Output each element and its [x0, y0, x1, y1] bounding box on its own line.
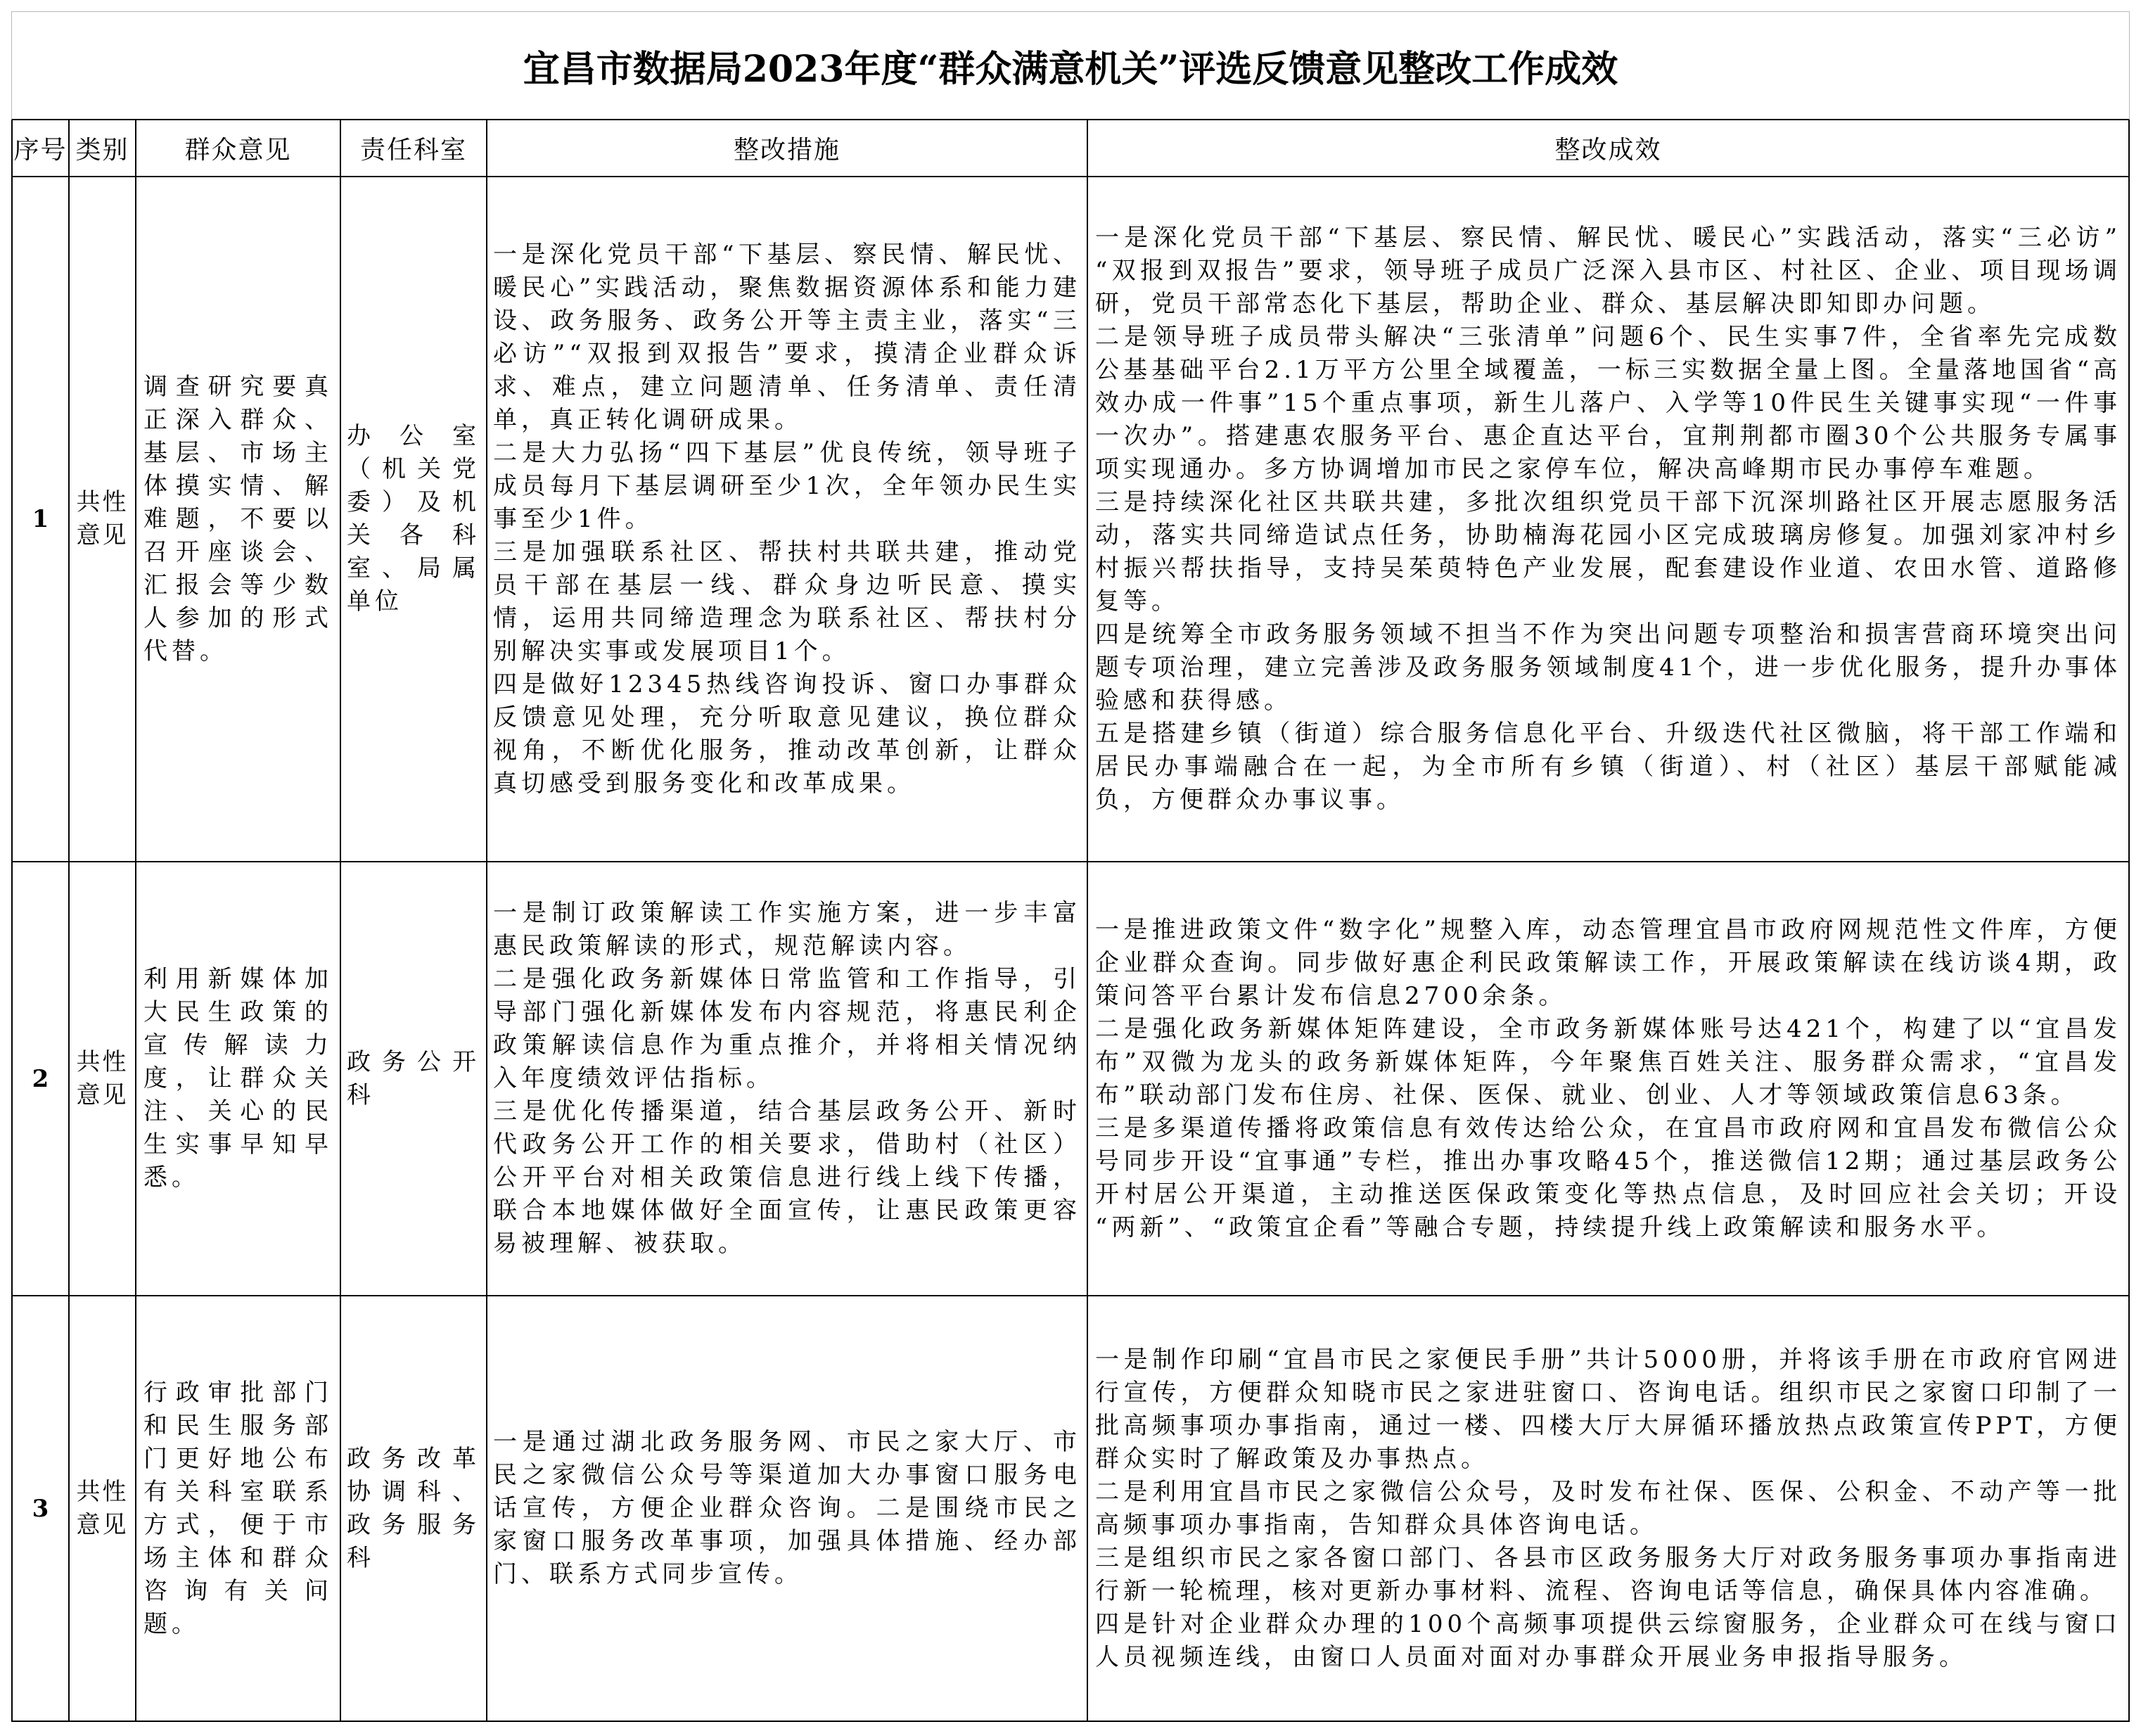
measure-paragraph: 一是深化党员干部“下基层、察民情、解民忧、暖民心”实践活动，聚焦数据资源体系和能力建设、政务服务、政务公开等主责主业，落实“三必访”“双报到双报告”要求，摸清企业群众诉求、难点，建立问题清单、任务清单、责任清单，真正转化调研成果。 [493, 240, 1081, 434]
row-1-measures [487, 177, 1088, 862]
row-1-category [70, 177, 136, 862]
result-paragraph: 四是针对企业群众办理的100个高频事项提供云综窗服务，企业群众可在线与窗口人员视频连线，由窗口人员面对面对办事群众开展业务申报指导服务。 [1095, 1609, 2121, 1671]
department-text: 政务改革协调科、政务服务科 [347, 1444, 480, 1572]
measures-text [493, 1426, 1081, 1591]
measures-text [493, 238, 1081, 800]
row-2-department [341, 862, 487, 1296]
measure-paragraph: 一是制订政策解读工作实施方案，进一步丰富惠民政策解读的形式，规范解读内容。 [493, 899, 1081, 960]
row-2-results [1088, 862, 2130, 1296]
result-paragraph: 一是深化党员干部“下基层、察民情、解民忧、暖民心”实践活动，落实“三必访”“双报到双报告”要求，领导班子成员广泛深入县市区、村社区、企业、项目现场调研，党员干部常态化下基层，帮助企业、群众、基层解决即知即办问题。 [1095, 224, 2121, 318]
header-department: 责任科室 [341, 120, 487, 177]
header-opinion: 群众意见 [136, 120, 341, 177]
row-2-opinion [136, 862, 341, 1296]
header-measures: 整改措施 [487, 120, 1088, 177]
row-3-results [1088, 1296, 2130, 1722]
result-paragraph: 二是强化政务新媒体矩阵建设，全市政务新媒体账号达421个，构建了以“宜昌发布”双微为龙头的政务新媒体矩阵，今年聚焦百姓关注、服务群众需求，“宜昌发布”联动部门发布住房、社保、医保、就业、创业、人才等领域政策信息63条。 [1095, 1014, 2121, 1109]
result-paragraph: 一是推进政策文件“数字化”规整入库，动态管理宜昌市政府网规范性文件库，方便企业群众查询。同步做好惠企利民政策解读工作，开展政策解读在线访谈4期，政策问答平台累计发布信息2700余条。 [1095, 915, 2121, 1010]
row-1-department [341, 177, 487, 862]
header-results: 整改成效 [1088, 120, 2130, 177]
measure-paragraph: 一是通过湖北政务服务网、市民之家大厅、市民之家微信公众号等渠道加大办事窗口服务电话宣传，方便企业群众咨询。二是围绕市民之家窗口服务改革事项，加强具体措施、经办部门、联系方式同步宣传。 [493, 1428, 1081, 1588]
header-category: 类别 [70, 120, 136, 177]
result-paragraph: 五是搭建乡镇（街道）综合服务信息化平台、升级迭代社区微脑，将干部工作端和居民办事端融合在一起，为全市所有乡镇（街道）、村（社区）基层干部赋能减负，方便群众办事议事。 [1095, 720, 2121, 814]
row-1-results [1088, 177, 2130, 862]
category-text: 共性意见 [76, 1477, 129, 1539]
result-paragraph: 三是组织市民之家各窗口部门、各县市区政务服务大厅对政务服务事项办事指南进行新一轮梳理，核对更新办事材料、流程、咨询电话等信息，确保具体内容准确。 [1095, 1543, 2121, 1605]
result-paragraph: 三是持续深化社区共联共建，多批次组织党员干部下沉深圳路社区开展志愿服务活动，落实共同缔造试点任务，协助楠海花园小区完成玻璃房修复。加强刘家冲村乡村振兴帮扶指导，支持吴茱萸特色产业发展，配套建设作业道、农田水管、道路修复等。 [1095, 488, 2121, 615]
result-paragraph: 四是统筹全市政务服务领域不担当不作为突出问题专项整治和损害营商环境突出问题专项治理，建立完善涉及政务服务领域制度41个，进一步优化服务，提升办事体验感和获得感。 [1095, 620, 2121, 715]
opinion-text: 行政审批部门和民生服务部门更好地公布有关科室联系方式，便于市场主体和群众咨询有关问题。 [143, 1378, 333, 1638]
category-text: 共性意见 [76, 1047, 129, 1109]
row-3-category [70, 1296, 136, 1722]
row-2-index: 2 [11, 862, 70, 1296]
row-3-opinion [136, 1296, 341, 1722]
result-paragraph: 一是制作印刷“宜昌市民之家便民手册”共计5000册，并将该手册在市政府官网进行宣传，方便群众知晓市民之家进驻窗口、咨询电话。组织市民之家窗口印制了一批高频事项办事指南，通过一楼、四楼大厅大屏循环播放热点政策宣传PPT，方便群众实时了解政策及办事热点。 [1095, 1345, 2121, 1473]
rectification-table [11, 11, 2130, 1722]
result-paragraph: 二是领导班子成员带头解决“三张清单”问题6个、民生实事7件，全省率先完成数公基基础平台2.1万平方公里全域覆盖，一标三实数据全量上图。全量落地国省“高效办成一件事”15个重点事项，新生儿落户、入学等10件民生关键事实现“一件事一次办”。搭建惠农服务平台、惠企直达平台，宜荆荆都市圈30个公共服务专属事项实现通办。多方协调增加市民之家停车位，解决高峰期市民办事停车难题。 [1095, 323, 2121, 483]
results-text [1095, 1344, 2121, 1674]
category-text: 共性意见 [76, 488, 129, 549]
measure-paragraph: 二是强化政务新媒体日常监管和工作指导，引导部门强化新媒体发布内容规范，将惠民利企政策解读信息作为重点推介，并将相关情况纳入年度绩效评估指标。 [493, 965, 1081, 1092]
department-text: 办公室（机关党委）及机关各科室、局属单位 [347, 422, 480, 615]
opinion-text: 调查研究要真正深入群众、基层、市场主体摸实情、解难题，不要以召开座谈会、汇报会等少数人参加的形式代替。 [143, 372, 333, 665]
measures-text [493, 897, 1081, 1260]
results-text [1095, 914, 2121, 1244]
row-2-measures [487, 862, 1088, 1296]
row-2-category [70, 862, 136, 1296]
measure-paragraph: 二是大力弘扬“四下基层”优良传统，领导班子成员每月下基层调研至少1次，全年领办民生实事至少1件。 [493, 438, 1081, 533]
row-3-measures [487, 1296, 1088, 1722]
department-text: 政务公开科 [347, 1047, 480, 1109]
result-paragraph: 三是多渠道传播将政策信息有效传达给公众，在宜昌市政府网和宜昌发布微信公众号同步开设“宜事通”专栏，推出办事攻略45个，推送微信12期；通过基层政务公开村居公开渠道，主动推送医保政策变化等热点信息，及时回应社会关切；开设“两新”、“政策宜企看”等融合专题，持续提升线上政策解读和服务水平。 [1095, 1113, 2121, 1242]
header-index: 序号 [11, 120, 70, 177]
measure-paragraph: 三是加强联系社区、帮扶村共联共建，推动党员干部在基层一线、群众身边听民意、摸实情，运用共同缔造理念为联系社区、帮扶村分别解决实事或发展项目1个。 [493, 537, 1081, 665]
results-text [1095, 222, 2121, 817]
row-3-index: 3 [11, 1296, 70, 1722]
opinion-text: 利用新媒体加大民生政策的宣传解读力度，让群众关注、关心的民生实事早知早悉。 [143, 965, 333, 1192]
measure-paragraph: 四是做好12345热线咨询投诉、窗口办事群众反馈意见处理，充分听取意见建议，换位群众视角，不断优化服务，推动改革创新，让群众真切感受到服务变化和改革成果。 [493, 670, 1081, 798]
row-1-index: 1 [11, 177, 70, 862]
table-title: 宜昌市数据局2023年度“群众满意机关”评选反馈意见整改工作成效 [11, 11, 2130, 120]
result-paragraph: 二是利用宜昌市民之家微信公众号，及时发布社保、医保、公积金、不动产等一批高频事项办事指南，告知群众具体咨询电话。 [1095, 1477, 2121, 1539]
measure-paragraph: 三是优化传播渠道，结合基层政务公开、新时代政务公开工作的相关要求，借助村（社区）公开平台对相关政策信息进行线上线下传播，联合本地媒体做好全面宣传，让惠民政策更容易被理解、被获取。 [493, 1097, 1081, 1258]
row-1-opinion [136, 177, 341, 862]
row-3-department [341, 1296, 487, 1722]
